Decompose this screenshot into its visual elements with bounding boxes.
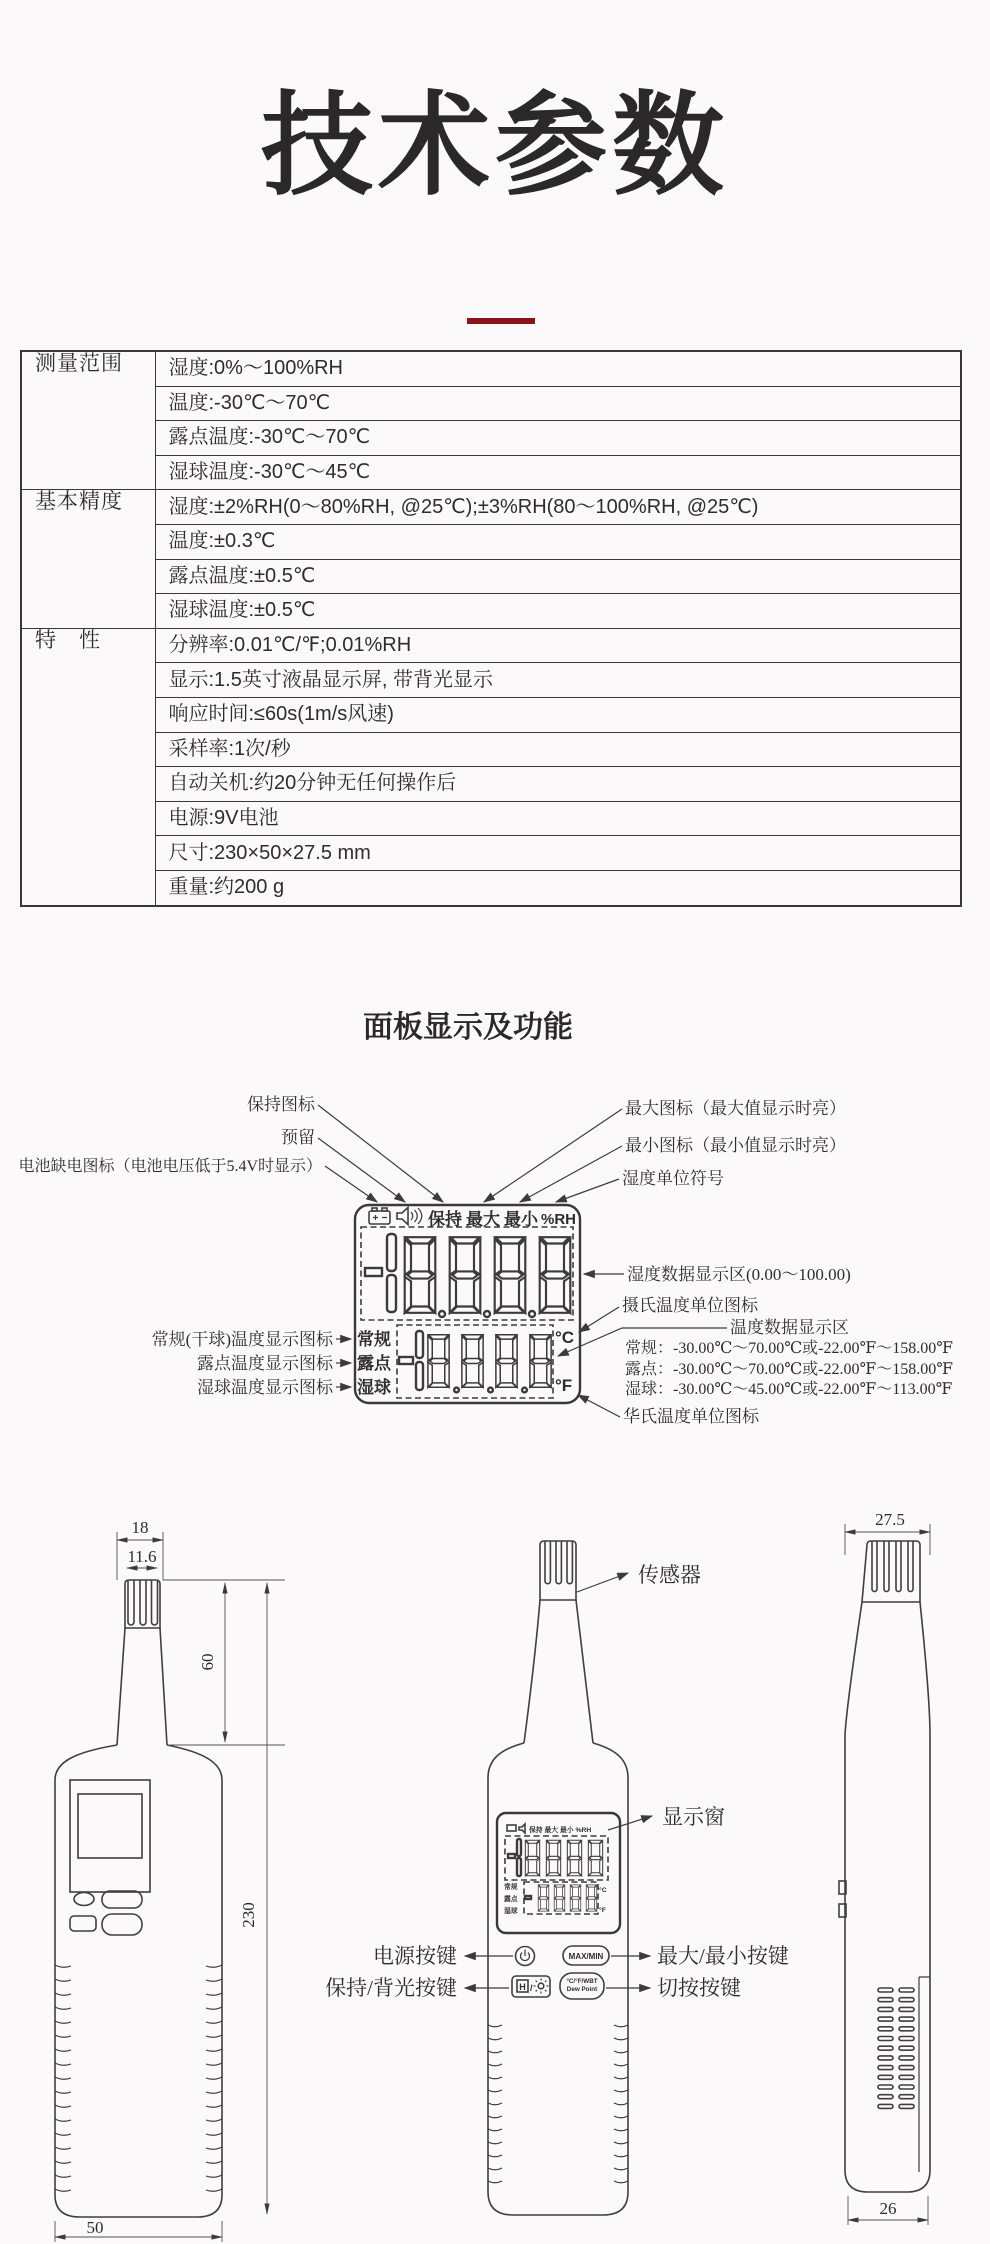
table-row: [21, 351, 961, 386]
spec-cell: 采样率:1次/秒: [155, 732, 961, 767]
title-underline: [467, 318, 535, 324]
celsius-icon-callout: 摄氏温度单位图标: [622, 1296, 758, 1315]
lcd-diagram: [0, 1060, 990, 1470]
lcd-celsius-icon: °C: [555, 1328, 575, 1347]
group-label-accuracy: 基本精度: [21, 490, 155, 628]
hold-icon-callout: 保持图标: [247, 1095, 315, 1114]
range-wet: 湿球：-30.00℃～45.00℃或-22.00℉～113.00℉: [625, 1381, 953, 1398]
spec-cell: 显示:1.5英寸液晶显示屏, 带背光显示: [155, 663, 961, 698]
mini-icons-row: 保持 最大 最小 %RH: [529, 1827, 592, 1834]
mini-normal: 常规: [504, 1884, 518, 1891]
cf-wbt-button: [560, 1973, 604, 1999]
table-row: [21, 524, 961, 559]
table-row: [21, 836, 961, 871]
mini-celsius: °C: [599, 1887, 607, 1894]
speaker-icon: [397, 1208, 422, 1225]
table-row: [21, 594, 961, 629]
table-row: [21, 663, 961, 698]
spec-cell: 电源:9V电池: [155, 801, 961, 836]
lcd-normal-label: 常规: [357, 1330, 391, 1349]
dew-icon-callout: 露点温度显示图标: [197, 1354, 333, 1373]
maxmin-button: [563, 1946, 609, 1965]
h-button-label: H: [519, 1982, 526, 1992]
spec-table: [20, 350, 962, 907]
hold-backlight-button: [512, 1976, 550, 1997]
table-row: [21, 628, 961, 663]
maxmin-button-label: MAX/MIN: [568, 1952, 604, 1961]
dim-230: 230: [239, 1902, 258, 1928]
normal-icon-callout: 常规(干球)温度显示图标: [151, 1330, 333, 1349]
lcd-rh-label: %RH: [541, 1211, 577, 1228]
spec-cell: 露点温度:-30℃～70℃: [155, 421, 961, 456]
lcd-temperature-area: [357, 1325, 574, 1398]
spec-cell: 湿球温度:±0.5℃: [155, 594, 961, 629]
mini-fahrenheit: °F: [599, 1907, 606, 1914]
range-normal: 常规：-30.00℃～70.00℃或-22.00℉～158.00℉: [625, 1340, 953, 1357]
hold-backlight-callout: 保持/背光按键: [325, 1976, 457, 2000]
range-dew: 露点：-30.00℃～70.00℃或-22.00℉～158.00℉: [625, 1361, 953, 1378]
dim-26: 26: [879, 2199, 897, 2218]
table-row: [21, 455, 961, 490]
fahrenheit-icon-callout: 华氏温度单位图标: [623, 1407, 759, 1426]
min-icon-callout: 最小图标（最小值显示时亮）: [625, 1136, 846, 1155]
temp-area-callout: 温度数据显示区: [730, 1318, 849, 1337]
group-label-features: 特 性: [21, 628, 155, 905]
table-row: [21, 490, 961, 525]
spec-cell: 湿球温度:-30℃～45℃: [155, 455, 961, 490]
group-label-range: 测量范围: [21, 351, 155, 490]
battery-icon: [369, 1208, 390, 1224]
dim-50: 50: [86, 2218, 104, 2237]
table-row: [21, 386, 961, 421]
power-callout: 电源按键: [373, 1944, 457, 1968]
cf-button-line2: Dew Point: [566, 1986, 598, 1993]
table-row: [21, 801, 961, 836]
spec-cell: 露点温度:±0.5℃: [155, 559, 961, 594]
grip-ribs-middle: [488, 2025, 628, 2183]
battery-callout: 电池缺电图标（电池电压低于5.4V时显示）: [18, 1158, 322, 1175]
spec-cell: 分辨率:0.01℃/℉;0.01%RH: [155, 628, 961, 663]
front-view-drawing: [55, 1518, 285, 2242]
device-drawings: [0, 1480, 990, 2244]
maxmin-callout: 最大/最小按键: [657, 1944, 789, 1968]
spec-cell: 温度:±0.3℃: [155, 524, 961, 559]
spec-cell: 尺寸:230×50×27.5 mm: [155, 836, 961, 871]
table-row: [21, 870, 961, 905]
table-row: [21, 732, 961, 767]
lcd-dew-label: 露点: [357, 1354, 391, 1373]
labeled-view-drawing: [325, 1541, 789, 2215]
power-button: [516, 1947, 535, 1966]
spec-cell: 重量:约200 g: [155, 870, 961, 905]
table-row: [21, 697, 961, 732]
dim-18: 18: [131, 1518, 149, 1537]
table-row: [21, 767, 961, 802]
spec-cell: 湿度:±2%RH(0～80%RH, @25℃);±3%RH(80～100%RH, @25℃): [155, 490, 961, 525]
grip-ribs-front: [55, 1965, 222, 2191]
lcd-min-label: 最小: [504, 1210, 538, 1229]
backlight-sun-icon: [534, 1979, 549, 1994]
mini-dew: 露点: [504, 1896, 518, 1903]
humidity-area-callout: 湿度数据显示区(0.00～100.00): [627, 1265, 851, 1284]
battery-vents: [878, 1988, 914, 2108]
dim-27-5: 27.5: [875, 1510, 905, 1529]
lcd-wet-label: 湿球: [357, 1378, 391, 1397]
spec-cell: 温度:-30℃～70℃: [155, 386, 961, 421]
spec-cell: 自动关机:约20分钟无任何操作后: [155, 767, 961, 802]
dim-60: 60: [198, 1653, 217, 1671]
reserved-callout: 预留: [281, 1128, 315, 1147]
wet-icon-callout: 湿球温度显示图标: [197, 1378, 333, 1397]
spec-cell: 响应时间:≤60s(1m/s风速): [155, 697, 961, 732]
table-row: [21, 559, 961, 594]
switch-callout: 切按按键: [657, 1976, 741, 2000]
rh-symbol-callout: 湿度单位符号: [622, 1169, 724, 1188]
display-window-callout: 显示窗: [662, 1805, 725, 1829]
mini-wet: 湿球: [504, 1908, 518, 1915]
table-row: [21, 421, 961, 456]
panel-section-title: 面板显示及功能: [363, 1011, 573, 1044]
sensor-callout: 传感器: [638, 1563, 701, 1587]
lcd-fahrenheit-icon: °F: [555, 1376, 573, 1395]
cf-button-line1: °C/°F/WBT: [566, 1978, 598, 1985]
lcd-humidity-area: [361, 1227, 573, 1320]
max-icon-callout: 最大图标（最大值显示时亮）: [625, 1099, 846, 1118]
page-title: 技术参数: [261, 83, 729, 208]
dim-11-6: 11.6: [127, 1547, 157, 1566]
lcd-hold-label: 保持: [428, 1210, 462, 1229]
slash-glyph: /: [530, 1983, 533, 1993]
mini-lcd: [504, 1824, 608, 1915]
side-view-drawing: [839, 1510, 930, 2225]
lcd-max-label: 最大: [466, 1210, 500, 1229]
spec-cell: 湿度:0%～100%RH: [155, 351, 961, 386]
